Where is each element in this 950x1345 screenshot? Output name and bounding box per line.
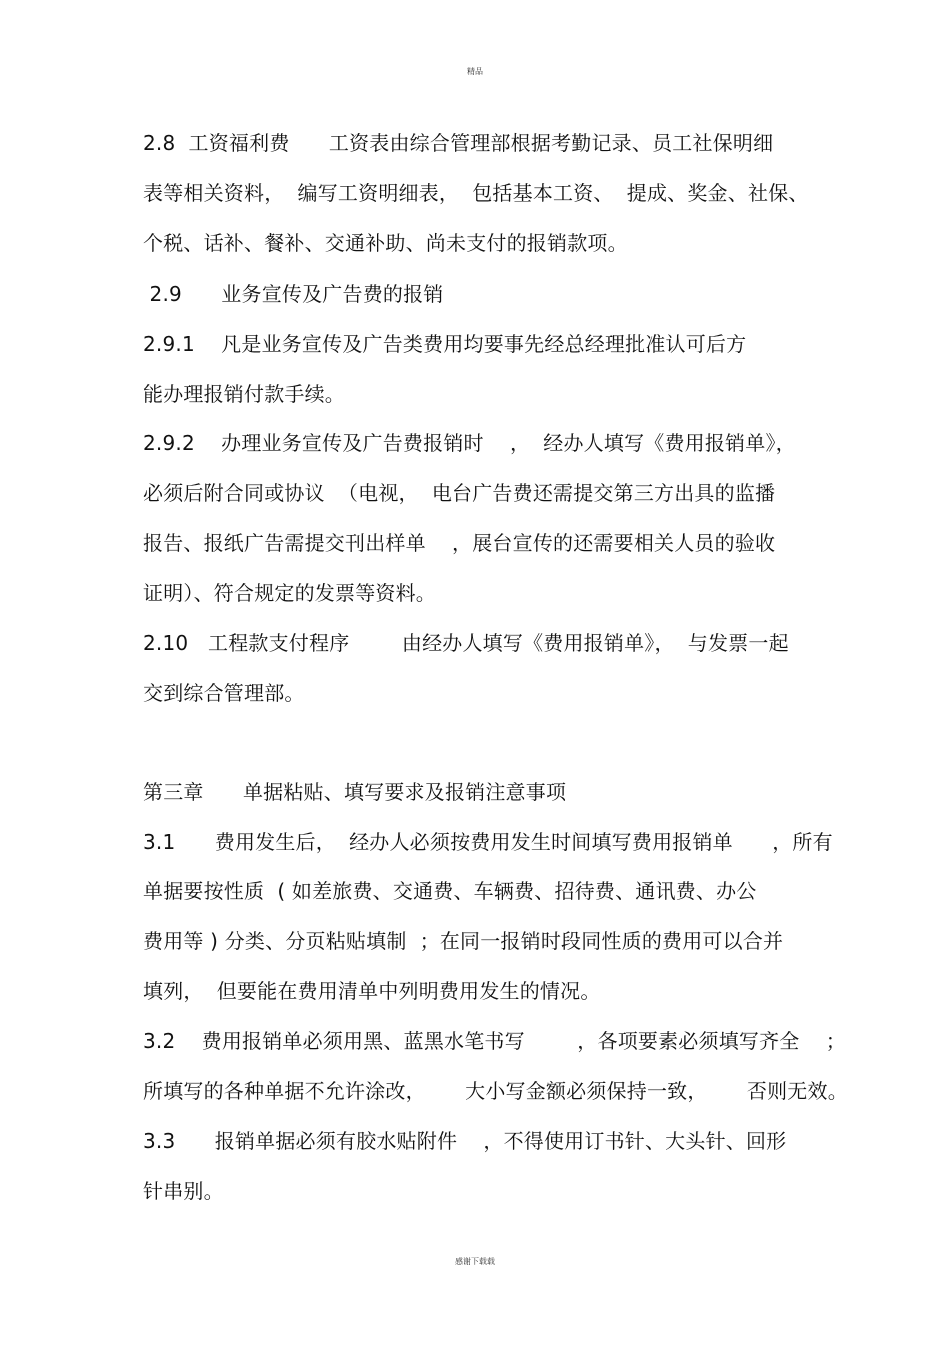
- text-line: 填列， 但要能在费用清单中列明费用发生的情况。: [143, 979, 601, 1003]
- text-line: 个税、话补、餐补、交通补助、尚未支付的报销款项。: [143, 231, 628, 255]
- text-line: 2.9.2 办理业务宣传及广告费报销时 ， 经办人填写《费用报销单》，: [143, 431, 796, 455]
- text-line: 交到综合管理部。: [143, 681, 305, 705]
- text-line: 必须后附合同或协议 （电视， 电台广告费还需提交第三方出具的监播: [143, 481, 776, 505]
- page-header: 精品: [467, 67, 483, 76]
- text-line: 证明）、符合规定的发票等资料。: [143, 581, 436, 605]
- text-line: 费用等 ) 分类、分页粘贴填制 ；在同一报销时段同性质的费用可以合并: [143, 929, 784, 953]
- text-line: 3.1 费用发生后， 经办人必须按费用发生时间填写费用报销单 ，所有: [143, 830, 833, 854]
- text-line: 所填写的各种单据不允许涂改， 大小写金额必须保持一致， 否则无效。: [143, 1079, 848, 1103]
- text-line: 2.10 工程款支付程序 由经办人填写《费用报销单》， 与发票一起: [143, 631, 789, 655]
- chapter-heading: 第三章 单据粘贴、填写要求及报销注意事项: [143, 780, 567, 804]
- text-line: 能办理报销付款手续。: [143, 382, 345, 406]
- text-line: 3.2 费用报销单必须用黑、蓝黑水笔书写 ，各项要素必须填写齐全 ；: [143, 1029, 846, 1053]
- text-line: 3.3 报销单据必须有胶水贴附件 ，不得使用订书针、大头针、回形: [143, 1129, 787, 1153]
- page-footer: 感谢下载载: [455, 1257, 495, 1266]
- text-line: 2.8 工资福利费 工资表由综合管理部根据考勤记录、员工社保明细: [143, 131, 774, 155]
- text-line: 单据要按性质 ( 如差旅费、交通费、车辆费、招待费、通讯费、办公: [143, 879, 757, 903]
- section-heading: 2.9 业务宣传及广告费的报销: [143, 282, 444, 306]
- text-line: 2.9.1 凡是业务宣传及广告类费用均要事先经总经理批准认可后方: [143, 332, 747, 356]
- text-line: 报告、报纸广告需提交刊出样单 ，展台宣传的还需要相关人员的验收: [143, 531, 776, 555]
- text-line: 表等相关资料， 编写工资明细表， 包括基本工资、 提成、奖金、社保、: [143, 181, 809, 205]
- text-line: 针串别。: [143, 1179, 224, 1203]
